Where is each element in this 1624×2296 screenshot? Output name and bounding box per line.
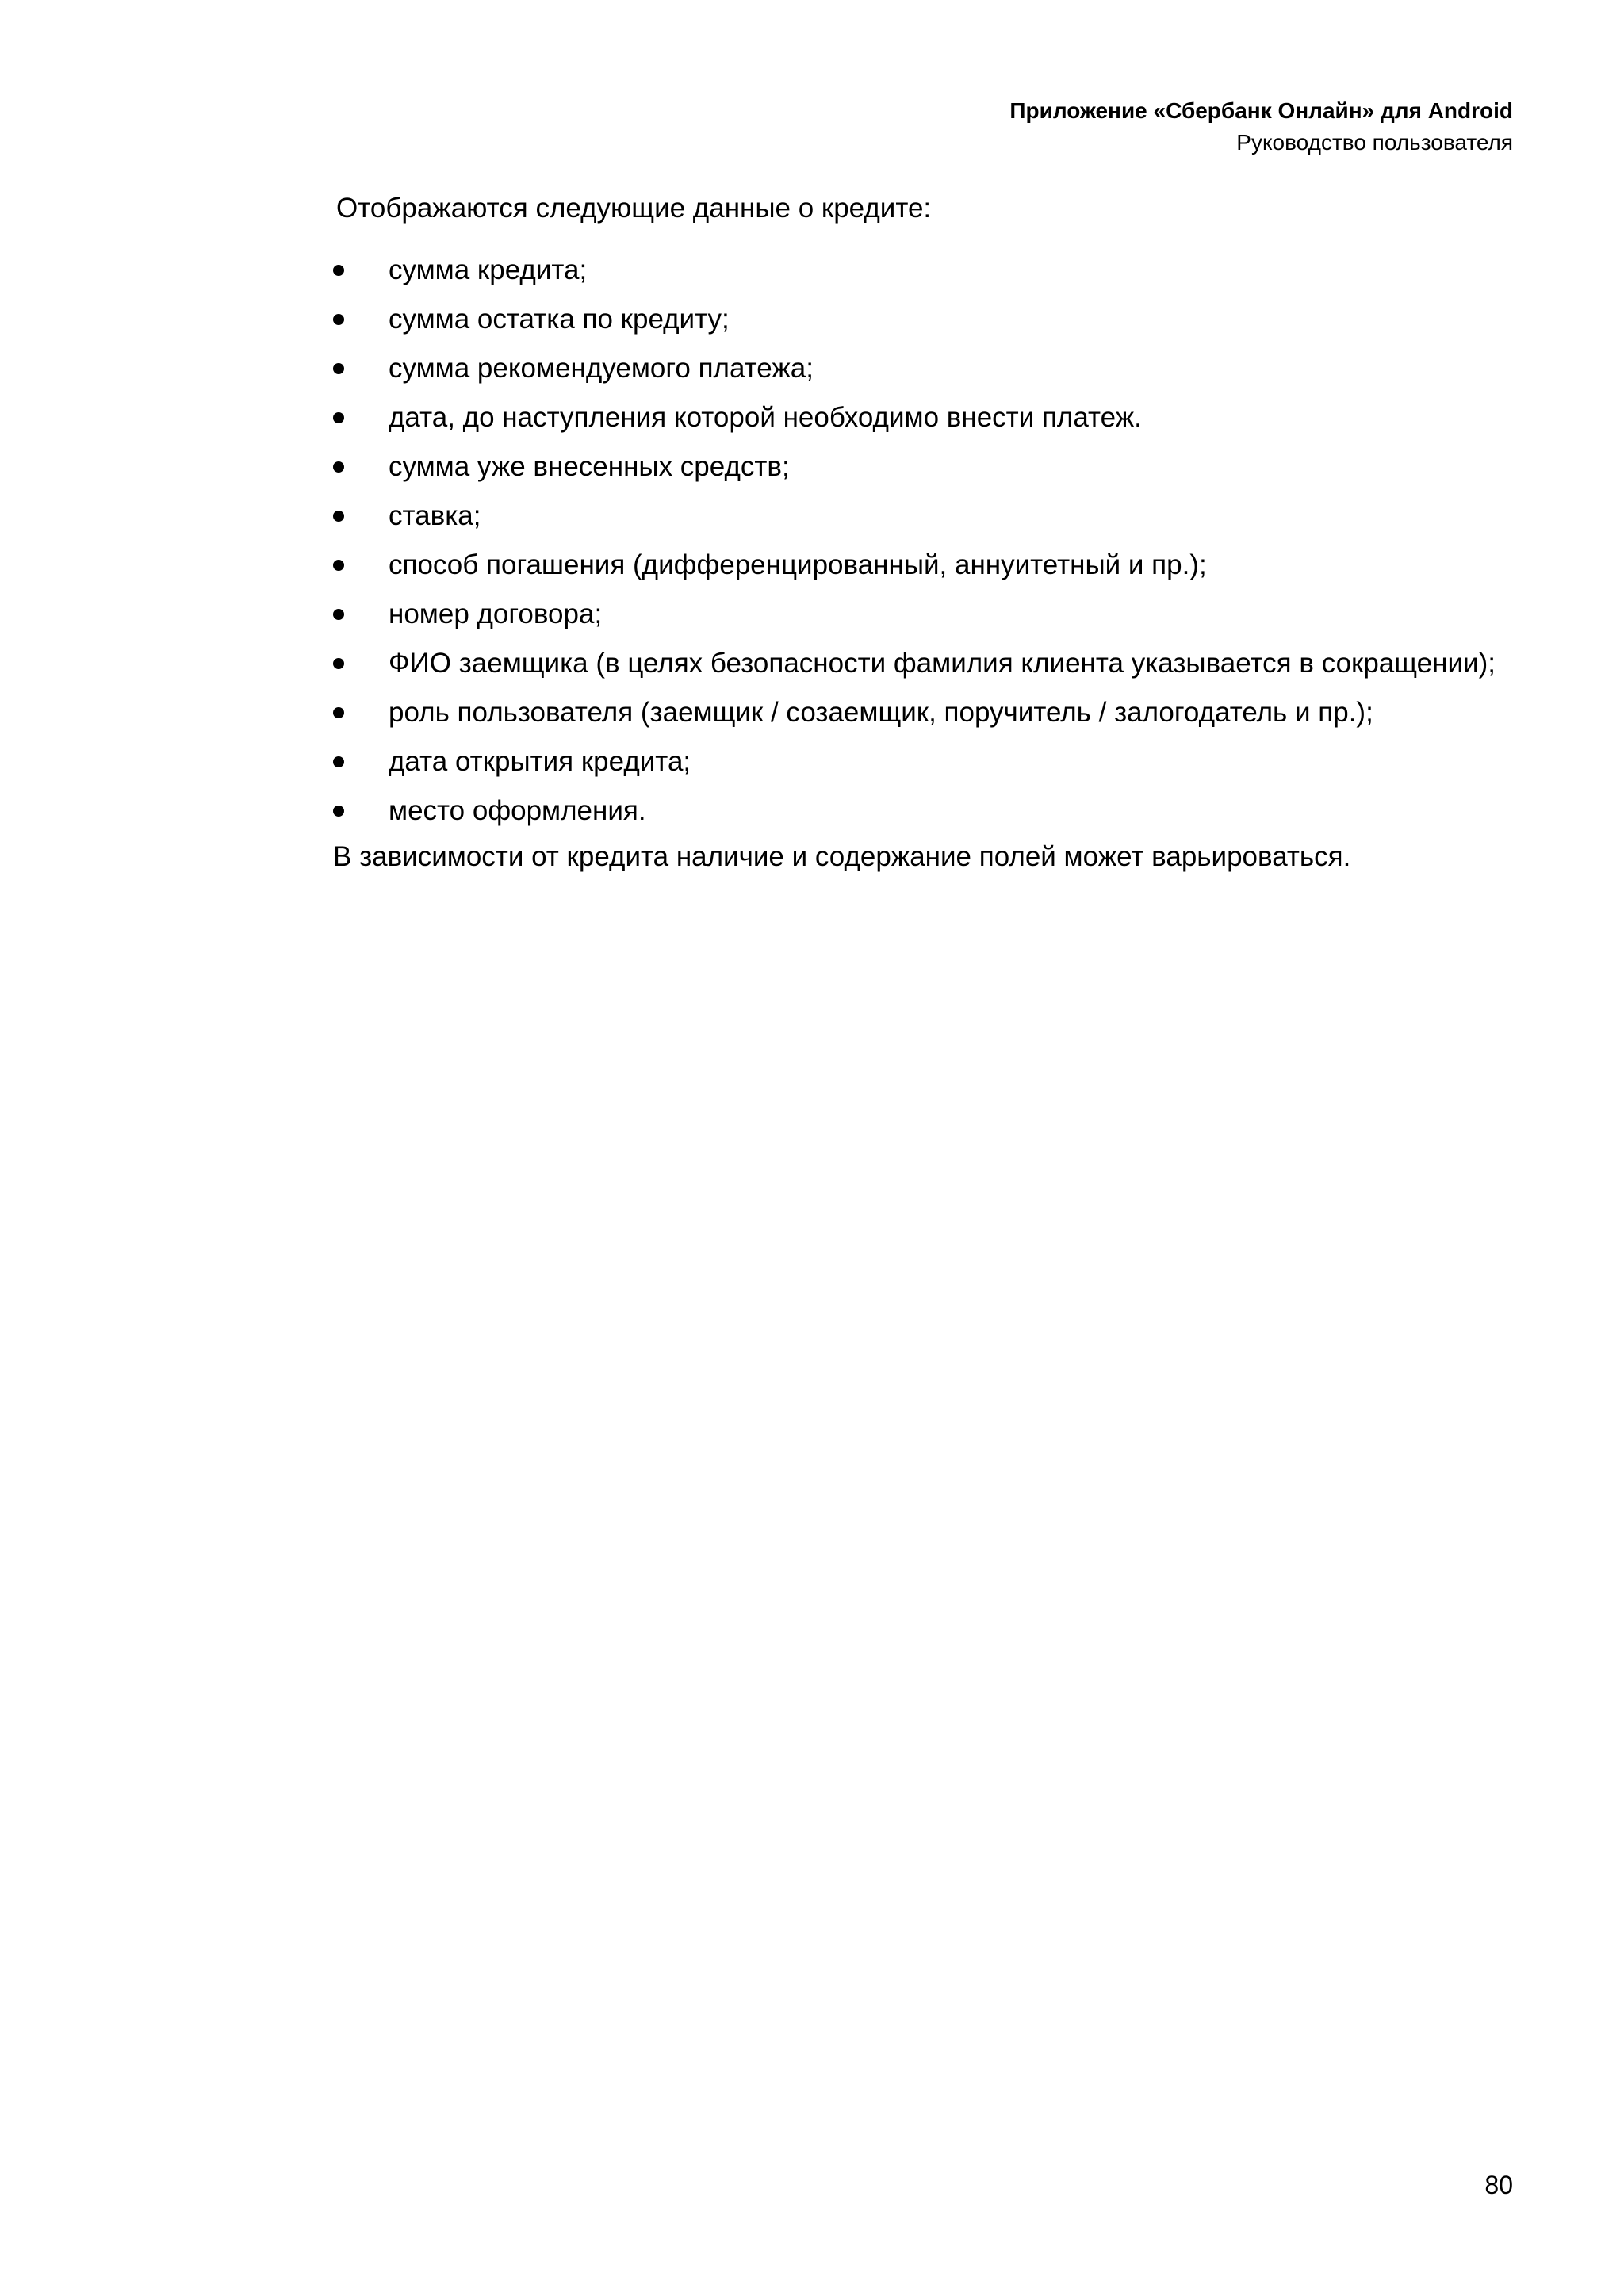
- bullet-icon: [333, 806, 344, 817]
- credit-data-list: [333, 246, 1522, 836]
- intro-paragraph: Отображаются следующие данные о кредите:: [336, 193, 932, 224]
- list-item-text: ставка;: [389, 500, 481, 531]
- bullet-icon: [333, 265, 344, 276]
- list-item: [333, 344, 1522, 393]
- bullet-icon: [333, 363, 344, 374]
- page-content: [333, 187, 1522, 878]
- list-item: [333, 393, 1522, 442]
- list-item-text: сумма уже внесенных средств;: [389, 451, 790, 482]
- list-item: [333, 786, 1522, 836]
- list-item: [333, 688, 1522, 737]
- list-item-text: способ погашения (дифференцированный, аннуитетный и пр.);: [389, 549, 1207, 580]
- list-item-text: дата, до наступления которой необходимо внести платеж.: [389, 402, 1142, 433]
- list-item-text: сумма остатка по кредиту;: [389, 304, 730, 335]
- header-title: Приложение «Сбербанк Онлайн» для Android: [1009, 98, 1513, 123]
- bullet-icon: [333, 314, 344, 325]
- closing-paragraph: В зависимости от кредита наличие и содержание полей может варьироваться.: [333, 841, 1351, 872]
- page-header: [1009, 95, 1513, 159]
- bullet-icon: [333, 658, 344, 669]
- bullet-icon: [333, 412, 344, 423]
- bullet-icon: [333, 609, 344, 620]
- list-item-text: ФИО заемщика (в целях безопасности фамилия клиента указывается в сокращении);: [389, 648, 1496, 679]
- list-item: [333, 639, 1522, 688]
- list-item: [333, 442, 1522, 492]
- list-item: [333, 590, 1522, 639]
- header-subtitle: Руководство пользователя: [1236, 130, 1513, 155]
- list-item-text: сумма кредита;: [389, 254, 588, 285]
- bullet-icon: [333, 707, 344, 718]
- list-item: [333, 295, 1522, 344]
- list-item-text: сумма рекомендуемого платежа;: [389, 353, 814, 384]
- list-item-text: роль пользователя (заемщик / созаемщик, поручитель / залогодатель и пр.);: [389, 697, 1373, 728]
- bullet-icon: [333, 756, 344, 767]
- bullet-icon: [333, 560, 344, 571]
- list-item-text: место оформления.: [389, 795, 646, 826]
- page-number: 80: [1484, 2171, 1513, 2199]
- list-item-text: дата открытия кредита;: [389, 746, 691, 777]
- bullet-icon: [333, 511, 344, 522]
- list-item-text: номер договора;: [389, 599, 603, 629]
- list-item: [333, 737, 1522, 786]
- list-item: [333, 492, 1522, 541]
- list-item: [333, 541, 1522, 590]
- list-item: [333, 246, 1522, 295]
- bullet-icon: [333, 461, 344, 473]
